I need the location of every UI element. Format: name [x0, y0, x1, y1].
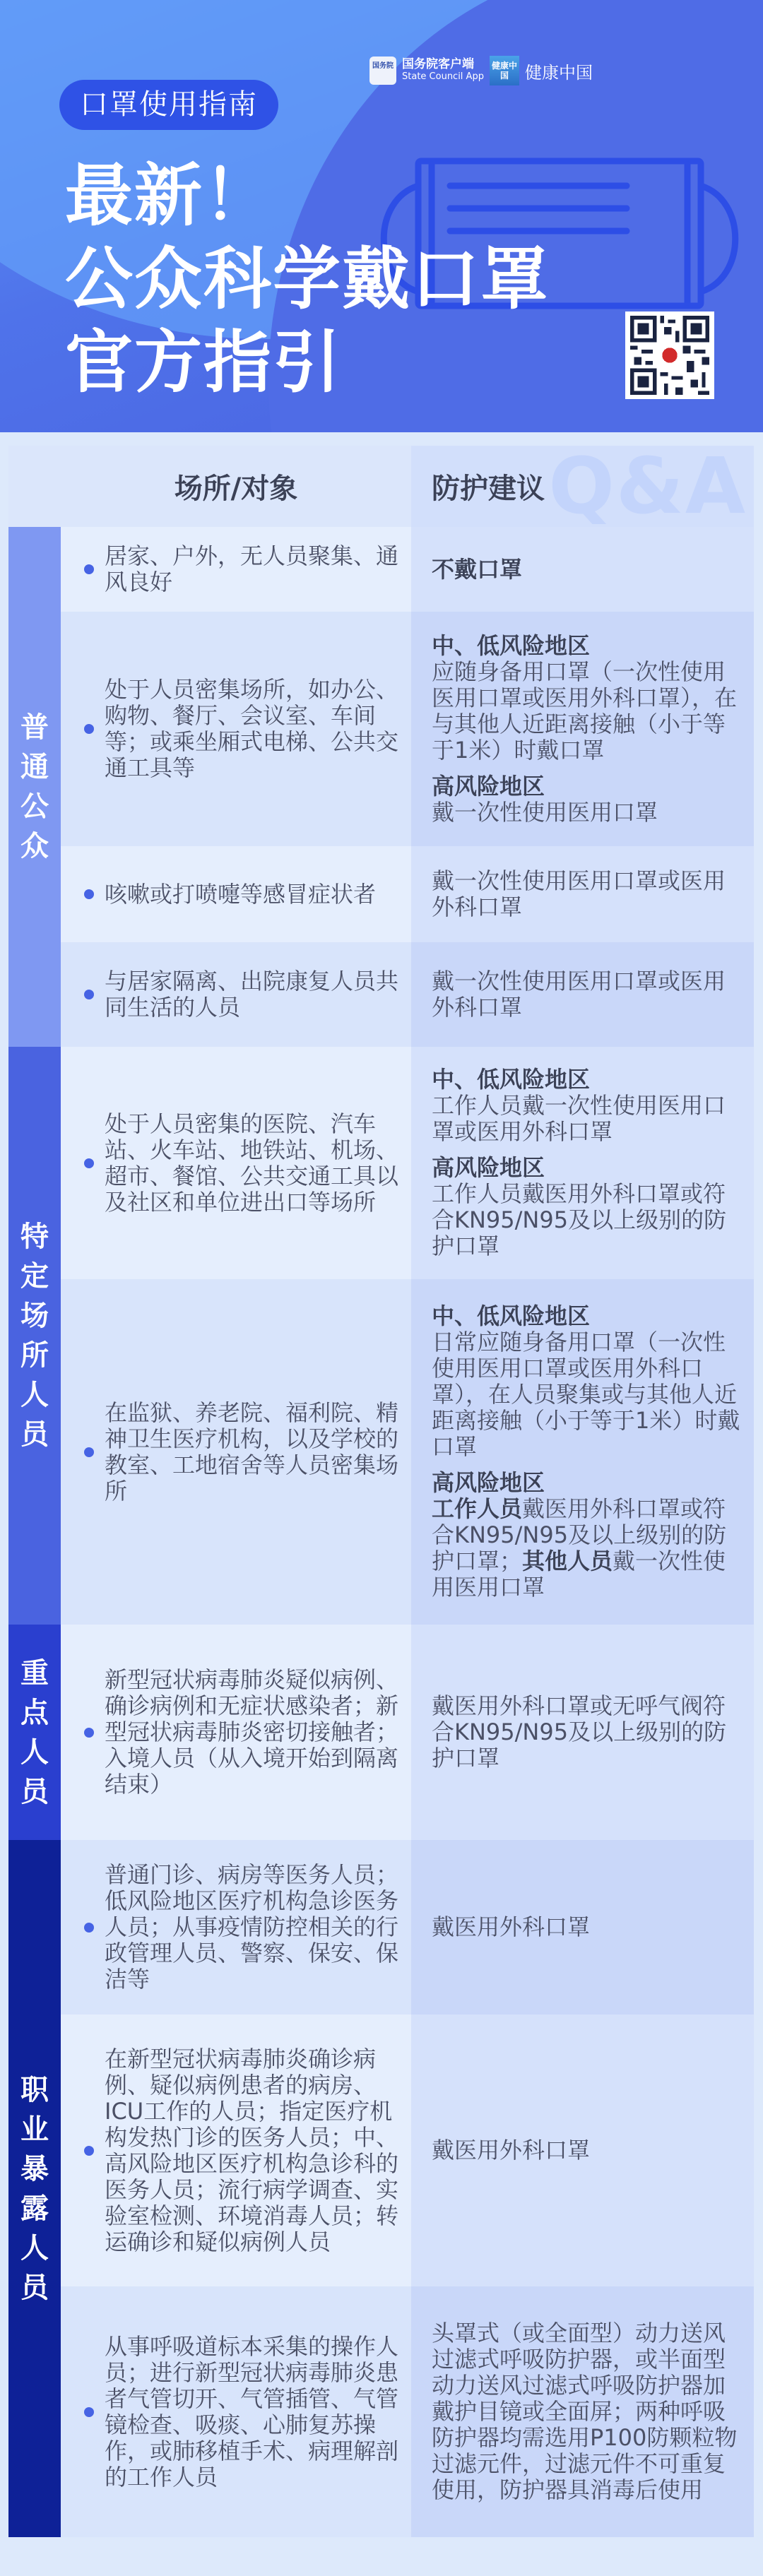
bullet-icon — [84, 1923, 94, 1933]
advice-emphasis: 工作人员 — [432, 1495, 523, 1522]
advice-content — [432, 557, 522, 583]
target-text: 从事呼吸道标本采集的操作人员；进行新型冠状病毒肺炎患者气管切开、气管插管、气管镜检查、吸痰、心肺复苏操作，或肺移植手术、病理解剖的工作人员 — [105, 2332, 399, 2491]
state-council-app-logo — [402, 58, 484, 83]
target-text: 与居家隔离、出院康复人员共同生活的人员 — [105, 968, 399, 1021]
advice-content — [432, 2137, 590, 2164]
target-text: 普通门诊、病房等医务人员；低风险地区医疗机构急诊医务人员；从事疫情防控相关的行政管理人员、警察、保安、保洁等 — [105, 1861, 399, 1993]
target-cell — [61, 846, 411, 942]
advice-content — [432, 968, 744, 1021]
advice-block — [432, 1303, 744, 1460]
advice-text — [432, 1181, 744, 1259]
advice-segment: 戴一次性使用医用口罩 — [432, 798, 658, 826]
qr-code-icon — [625, 311, 714, 399]
mask-guide-table — [8, 446, 754, 2537]
bullet-icon — [84, 990, 94, 999]
advice-text — [432, 800, 744, 826]
advice-text — [432, 2137, 590, 2164]
advice-block — [432, 968, 744, 1021]
target-cell — [61, 942, 411, 1047]
advice-segment: 戴医用外科口罩或无呼气阀符合KN95/N95及以上级别的防护口罩 — [432, 1692, 727, 1771]
target-cell — [61, 1625, 411, 1840]
state-council-app-icon: 国务院 — [369, 57, 396, 85]
advice-text — [432, 659, 744, 764]
advice-cell — [411, 1625, 754, 1840]
advice-segment: 工作人员戴一次性使用医用口罩或医用外科口罩 — [432, 1092, 726, 1145]
table-header-corner — [8, 446, 61, 527]
advice-text — [432, 868, 744, 920]
advice-text — [432, 968, 744, 1021]
title-line: 官方指引 — [65, 323, 342, 402]
category-label-cell — [8, 1047, 61, 1625]
advice-segment: 应随身备用口罩（一次性使用医用口罩或医用外科口罩），在与其他人近距离接触（小于等于1米）时戴口罩 — [432, 658, 738, 764]
target-text: 在新型冠状病毒肺炎确诊病例、疑似病例患者的病房、ICU工作的人员；指定医疗机构发热门诊的医务人员；中、高风险地区医疗机构急诊科的医务人员；流行病学调查、实验室检测、环境消毒人员；转运确诊和疑似病例人员 — [105, 2045, 399, 2255]
target-text: 在监狱、养老院、福利院、精神卫生医疗机构，以及学校的教室、工地宿舍等人员密集场所 — [105, 1399, 399, 1504]
advice-text — [432, 1693, 744, 1771]
bullet-icon — [84, 1728, 94, 1738]
target-text: 咳嗽或打喷嚏等感冒症状者 — [105, 880, 377, 908]
category-label-cell — [8, 527, 61, 1047]
advice-segment: 戴一次性使用医用口罩或医用外科口罩 — [432, 968, 726, 1021]
column-header-target — [61, 446, 411, 527]
advice-segment: 戴医用外科口罩 — [432, 2137, 591, 2164]
hero-banner — [0, 0, 763, 432]
column-header-advice — [411, 446, 754, 527]
risk-area-heading: 中、低风险地区 — [432, 1066, 591, 1093]
advice-text — [432, 1496, 744, 1601]
category-label: 重点人员 — [20, 1656, 49, 1808]
target-text: 处于人员密集的医院、汽车站、火车站、地铁站、机场、超市、餐馆、公共交通工具以及社区和单位进出口等场所 — [105, 1110, 399, 1216]
category-label: 普通公众 — [20, 711, 49, 862]
bullet-icon — [84, 889, 94, 899]
risk-area-heading: 高风险地区 — [432, 1154, 545, 1181]
advice-segment: 戴医用外科口罩 — [432, 1913, 591, 1940]
advice-cell — [411, 2286, 754, 2537]
title-line: 最新！ — [65, 156, 273, 235]
advice-cell — [411, 846, 754, 942]
target-text: 处于人员密集场所，如办公、购物、餐厅、会议室、车间等；或乘坐厢式电梯、公共交通工具等 — [105, 676, 399, 781]
column-header-label: 场所/对象 — [174, 473, 298, 505]
category-label: 特定场所人员 — [20, 1221, 49, 1451]
category-label-cell — [8, 1625, 61, 1840]
advice-block — [432, 2137, 590, 2164]
target-cell — [61, 1047, 411, 1279]
target-cell — [61, 612, 411, 846]
bullet-icon — [84, 2407, 94, 2417]
advice-content — [432, 1067, 744, 1259]
advice-text — [432, 1914, 590, 1940]
bullet-icon — [84, 1158, 94, 1168]
risk-area-heading: 中、低风险地区 — [432, 631, 591, 659]
target-cell — [61, 2014, 411, 2286]
advice-content — [432, 633, 744, 826]
advice-segment: 日常应随身备用口罩（一次性使用医用口罩或医用外科口罩），在人员聚集或与其他人近距离接触（小于等于1米）时戴口罩 — [432, 1329, 740, 1460]
title-line: 公众科学戴口罩 — [65, 239, 550, 319]
advice-cell — [411, 1047, 754, 1279]
target-text: 新型冠状病毒肺炎疑似病例、确诊病例和无症状感染者；新型冠状病毒肺炎密切接触者；入境人员（从入境开始到隔离结束） — [105, 1666, 399, 1798]
advice-cell — [411, 2014, 754, 2286]
target-cell — [61, 2286, 411, 2537]
advice-emphasis: 其他人员 — [522, 1548, 613, 1574]
advice-block — [432, 868, 744, 920]
risk-area-heading: 不戴口罩 — [432, 555, 523, 583]
advice-block — [432, 1155, 744, 1259]
logo-english-name: State Council App — [402, 71, 484, 82]
advice-content — [432, 868, 744, 920]
advice-text — [432, 1093, 744, 1145]
bullet-icon — [84, 1447, 94, 1457]
advice-text — [432, 1329, 744, 1460]
risk-area-heading: 中、低风险地区 — [432, 1302, 591, 1329]
bullet-icon — [84, 564, 94, 574]
healthy-china-logo: 健康中国 — [524, 62, 593, 83]
bullet-icon — [84, 2146, 94, 2156]
target-cell — [61, 1279, 411, 1625]
guide-tag: 口罩使用指南 — [59, 80, 278, 130]
advice-segment: 工作人员戴医用外科口罩或符合KN95/N95及以上级别的防护口罩 — [432, 1180, 727, 1259]
advice-cell — [411, 942, 754, 1047]
advice-cell — [411, 612, 754, 846]
advice-segment: 头罩式（或全面型）动力送风过滤式呼吸防护器，或半面型动力送风过滤式呼吸防护器加戴护目镜或全面屏；两种呼吸防护器均需选用P100防颗粒物过滤元件，过滤元件不可重复使用，防护器具消毒后使用 — [432, 2320, 738, 2503]
advice-block — [432, 1914, 590, 1940]
advice-block — [432, 633, 744, 764]
healthy-china-icon: 健康中国 — [490, 56, 519, 85]
advice-segment: 戴医用外科口罩或符合KN95/N95及以上级别的防护口罩； — [432, 1495, 727, 1574]
advice-block — [432, 773, 744, 826]
advice-text — [432, 2320, 744, 2503]
bullet-icon — [84, 724, 94, 734]
target-cell — [61, 527, 411, 612]
advice-content — [432, 1303, 744, 1601]
advice-block — [432, 2320, 744, 2503]
logo-name: 国务院客户端 — [402, 57, 474, 71]
qa-watermark: Q&A — [548, 446, 747, 527]
advice-content — [432, 1914, 590, 1940]
advice-segment: 戴一次性使用医用口罩 — [432, 1548, 726, 1601]
advice-block — [432, 1470, 744, 1601]
advice-segment: 戴一次性使用医用口罩或医用外科口罩 — [432, 867, 726, 920]
advice-block — [432, 557, 522, 583]
target-cell — [61, 1840, 411, 2014]
advice-content — [432, 1693, 744, 1771]
advice-block — [432, 1067, 744, 1145]
advice-block — [432, 1693, 744, 1771]
page-title — [65, 154, 550, 404]
category-label-cell — [8, 1840, 61, 2537]
advice-cell — [411, 1840, 754, 2014]
target-text: 居家、户外，无人员聚集、通风良好 — [105, 542, 399, 595]
category-label: 职业暴露人员 — [20, 2073, 49, 2304]
advice-content — [432, 2320, 744, 2503]
column-header-label: 防护建议 — [432, 473, 545, 505]
risk-area-heading: 高风险地区 — [432, 772, 545, 800]
publisher-logos — [369, 56, 593, 85]
risk-area-heading: 高风险地区 — [432, 1469, 545, 1496]
advice-cell — [411, 527, 754, 612]
advice-cell — [411, 1279, 754, 1625]
